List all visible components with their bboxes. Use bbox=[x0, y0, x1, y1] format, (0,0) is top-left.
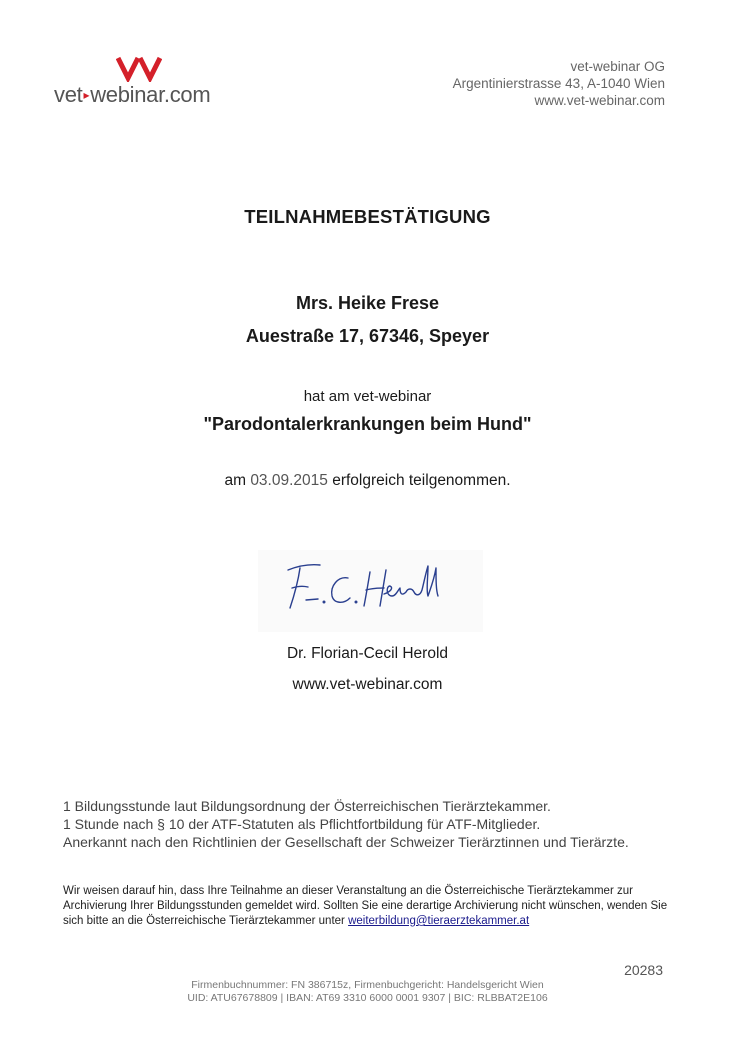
document-number: 20283 bbox=[624, 962, 663, 978]
accreditation-notes bbox=[63, 797, 673, 851]
company-website: www.vet-webinar.com bbox=[534, 93, 665, 108]
signer-website: www.vet-webinar.com bbox=[292, 676, 443, 693]
course-date: 03.09.2015 bbox=[250, 472, 328, 489]
privacy-notice bbox=[63, 884, 683, 929]
company-info bbox=[453, 58, 665, 109]
footer bbox=[0, 979, 735, 1005]
logo-check-icon bbox=[116, 56, 162, 82]
date-prefix: am bbox=[224, 472, 246, 489]
date-suffix: erfolgreich teilgenommen. bbox=[332, 472, 511, 489]
certificate-title: TEILNAHMEBESTÄTIGUNG bbox=[244, 206, 491, 227]
logo-arrow-icon: ▸ bbox=[83, 88, 90, 102]
logo-word-left: vet bbox=[54, 82, 83, 107]
course-title: "Parodontalerkrankungen beim Hund" bbox=[203, 414, 532, 434]
date-line bbox=[0, 472, 735, 490]
signature-handwriting bbox=[258, 550, 483, 632]
footer-bank-details: UID: ATU67678809 | IBAN: AT69 3310 6000 0001 9307 | BIC: RLBBAT2E106 bbox=[187, 992, 548, 1004]
participant-name: Mrs. Heike Frese bbox=[295, 293, 440, 313]
company-address: Argentinierstrasse 43, A-1040 Wien bbox=[452, 76, 665, 91]
participant-address: Auestraße 17, 67346, Speyer bbox=[245, 326, 490, 346]
note-line: 1 Bildungsstunde laut Bildungsordnung der Österreichischen Tierärztekammer. bbox=[63, 798, 551, 814]
intro-text: hat am vet-webinar bbox=[303, 388, 432, 405]
vet-webinar-logo bbox=[54, 56, 224, 110]
note-line: Anerkannt nach den Richtlinien der Gesellschaft der Schweizer Tierärztinnen und Tierärzte. bbox=[63, 834, 629, 850]
footer-registration: Firmenbuchnummer: FN 386715z, Firmenbuchgericht: Handelsgericht Wien bbox=[191, 979, 544, 991]
logo-word-right: webinar.com bbox=[90, 82, 211, 107]
logo-wordmark bbox=[54, 82, 210, 108]
privacy-email-link[interactable]: weiterbildung@tieraerztekammer.at bbox=[348, 915, 530, 927]
privacy-text: Wir weisen darauf hin, dass Ihre Teilnahme an dieser Veranstaltung an die Österreichische Tierärztekammer zur Archivierung Ihrer Bildungsstunden gemeldet wird. Sollten Sie eine derartige Archivierung nicht wünschen, wenden Sie sich bitte an die Österreichische Tierärztekammer unter bbox=[63, 885, 668, 927]
note-line: 1 Stunde nach § 10 der ATF-Statuten als Pflichtfortbildung für ATF-Mitglieder. bbox=[63, 816, 541, 832]
company-name: vet-webinar OG bbox=[570, 59, 665, 74]
signer-name: Dr. Florian-Cecil Herold bbox=[286, 645, 449, 662]
signature-image bbox=[258, 550, 483, 632]
